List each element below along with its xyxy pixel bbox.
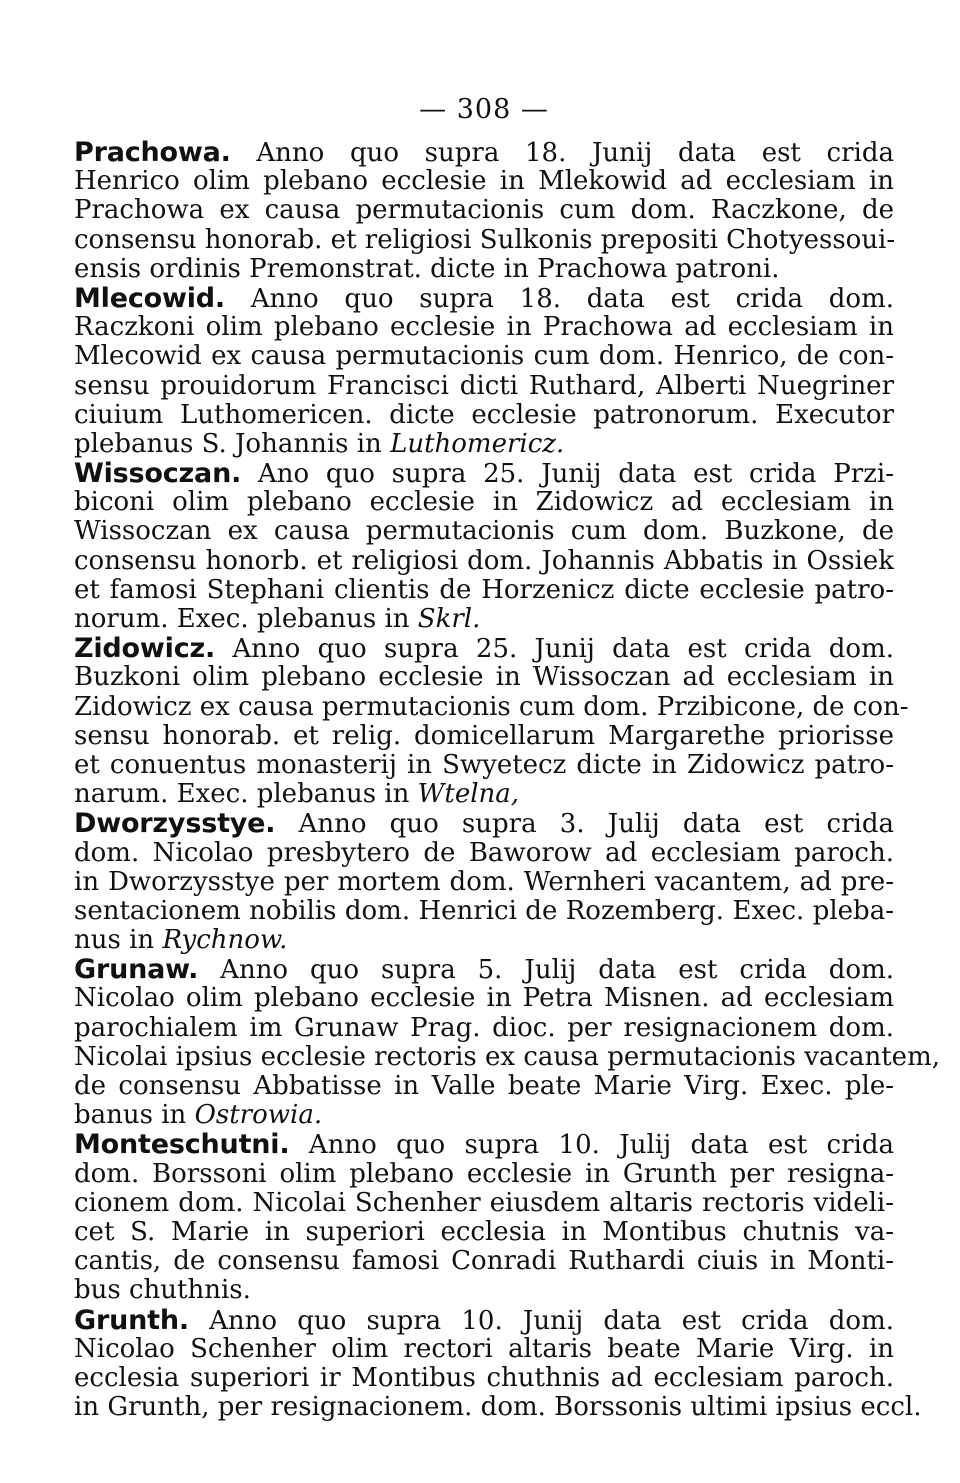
text-line — [74, 1160, 894, 1189]
text-line — [74, 430, 894, 459]
line-text: ciuium Luthomericen. dicte ecclesie patronorum. Executor — [74, 399, 894, 430]
line-text: biconi olim plebano ecclesie in Zidowicz ad ecclesiam in — [74, 487, 894, 518]
text-line — [74, 1335, 894, 1364]
text-line — [74, 722, 894, 751]
italic-place-name: Ostrowia. — [194, 1100, 323, 1131]
text-line — [74, 926, 894, 955]
line-text: sentacionem nobilis dom. Henrici de Rozemberg. Exec. pleba- — [74, 895, 894, 926]
line-text: banus in — [74, 1100, 195, 1131]
line-text: norum. Exec. plebanus in — [74, 604, 418, 634]
entries-container — [74, 137, 940, 1423]
text-line — [74, 1392, 922, 1423]
text-line — [74, 605, 894, 634]
italic-place-name: Rychnow. — [162, 925, 288, 956]
text-line — [74, 459, 894, 488]
line-text: Wissoczan ex causa permutacionis cum dom. Buzkone, de — [74, 516, 894, 547]
text-line — [74, 255, 894, 284]
line-text: consensu honorab. et religiosi Sulkonis prepositi Chotyessoui- — [74, 224, 896, 255]
line-text: Anno quo supra 5. Julij data est crida dom. — [198, 955, 894, 986]
entry — [74, 954, 940, 1131]
line-text: Anno quo supra 3. Julij data est crida — [275, 809, 894, 840]
text-line — [74, 196, 894, 225]
line-text: Zidowicz ex causa permutacionis cum dom. Przibicone, de con- — [74, 691, 909, 722]
document-page — [74, 90, 940, 1423]
entry — [74, 284, 894, 459]
text-line — [74, 897, 894, 926]
line-text: Anno quo supra 10. Junij data est crida dom. — [188, 1305, 894, 1336]
line-text: in Dworzysstye per mortem dom. Wernheri vacantem, ad pre- — [74, 866, 894, 897]
italic-place-name: Wtelna, — [417, 779, 520, 810]
line-text: de consensu Abbatisse in Valle beate Marie Virg. Exec. ple- — [74, 1071, 894, 1101]
line-text: Anno quo supra 18. data est crida dom. — [224, 283, 894, 314]
page-number: — 308 — — [419, 94, 549, 125]
line-text: Mlecowid ex causa permutacionis cum dom. Henrico, de con- — [74, 341, 894, 372]
line-text: Raczkoni olim plebano ecclesie in Prachowa ad ecclesiam in — [74, 312, 894, 343]
line-text: ecclesia superiori ir Montibus chuthnis ad ecclesiam paroch. — [74, 1362, 894, 1393]
entry — [74, 459, 894, 634]
entry-heading: Mlecowid. — [74, 282, 225, 314]
line-text: cet S. Marie in superiori ecclesia in Montibus chutnis va- — [74, 1216, 894, 1247]
text-line — [74, 313, 894, 342]
text-line — [74, 401, 894, 430]
line-text: Prachowa ex causa permutacionis cum dom. Raczkone, de — [74, 195, 894, 226]
line-text: Henrico olim plebano ecclesie in Mlekowid ad ecclesiam in — [74, 166, 894, 197]
text-line — [74, 984, 894, 1013]
text-line — [74, 1014, 894, 1043]
line-text: sensu honorab. et relig. domicellarum Margarethe priorisse — [74, 720, 894, 751]
entry — [74, 1304, 922, 1423]
entry-heading: Dworzysstye. — [74, 808, 276, 840]
line-text: Nicolao olim plebano ecclesie in Petra Misnen. ad ecclesiam — [74, 983, 894, 1014]
text-line — [74, 955, 894, 984]
entry-heading: Zidowicz. — [74, 633, 216, 665]
text-line — [74, 372, 894, 401]
text-line — [74, 284, 894, 313]
text-line — [74, 576, 894, 605]
line-text: Nicolai ipsius ecclesie rectoris ex causa permutacionis vacantem, — [74, 1041, 940, 1072]
line-text: Nicolao Schenher olim rectori altaris beate Marie Virg. in — [74, 1333, 894, 1364]
line-text: in Grunth, per resignacionem. dom. Borssonis ultimi ipsius eccl. — [74, 1392, 922, 1423]
text-line — [74, 1218, 894, 1247]
text-line — [74, 663, 894, 692]
line-text: bus chuthnis. — [74, 1275, 251, 1306]
line-text: et famosi Stephani clientis de Horzenicz dicte ecclesie patro- — [74, 574, 894, 605]
text-line — [74, 488, 894, 517]
line-text: sensu prouidorum Francisci dicti Ruthard, Alberti Nuegriner — [74, 370, 894, 401]
text-line — [74, 751, 894, 780]
text-line — [74, 868, 894, 897]
line-text: Anno quo supra 10. Julij data est crida — [289, 1130, 894, 1161]
line-text: nus in — [74, 925, 163, 956]
text-line — [74, 1276, 894, 1305]
text-line — [74, 1364, 894, 1393]
text-line — [74, 1072, 894, 1101]
line-text: Buzkoni olim plebano ecclesie in Wissoczan ad ecclesiam in — [74, 662, 894, 693]
entry-heading: Monteschutni. — [74, 1129, 290, 1161]
text-line — [74, 1101, 894, 1130]
entry — [74, 1130, 894, 1305]
text-line — [74, 1130, 894, 1159]
entry-heading: Prachowa. — [74, 137, 231, 168]
text-line — [74, 809, 894, 838]
line-text: cantis, de consensu famosi Conradi Ruthardi ciuis in Monti- — [74, 1246, 894, 1277]
text-line — [74, 691, 909, 722]
line-text: ensis ordinis Premonstrat. dicte in Prachowa patroni. — [74, 253, 780, 284]
text-line — [74, 1306, 894, 1335]
entry-heading: Wissoczan. — [74, 458, 242, 490]
text-line — [74, 138, 894, 167]
text-line — [74, 634, 894, 663]
line-text: consensu honorb. et religiosi dom. Johannis Abbatis in Ossiek — [74, 545, 894, 576]
line-text: et conuentus monasterij in Swyetecz dicte in Zidowicz patro- — [74, 749, 894, 780]
line-text: dom. Nicolao presbytero de Baworow ad ecclesiam paroch. — [74, 837, 894, 868]
text-line — [74, 1189, 894, 1218]
line-text: dom. Borssoni olim plebano ecclesie in Grunth per resigna- — [74, 1158, 894, 1189]
text-line — [74, 780, 894, 809]
text-line — [74, 342, 894, 371]
text-line — [74, 226, 894, 255]
line-text: cionem dom. Nicolai Schenher eiusdem altaris rectoris videli- — [74, 1187, 894, 1218]
line-text: narum. Exec. plebanus in — [74, 779, 418, 810]
text-line — [74, 1041, 940, 1072]
text-line — [74, 547, 894, 576]
line-text: parochialem im Grunaw Prag. dioc. per resignacionem dom. — [74, 1012, 894, 1043]
text-line — [74, 1247, 894, 1276]
text-line — [74, 517, 894, 546]
line-text: Anno quo supra 18. Junij data est crida — [230, 138, 894, 168]
entry-heading: Grunth. — [74, 1304, 189, 1336]
entry — [74, 633, 909, 810]
text-line — [74, 839, 894, 868]
entry — [74, 809, 894, 955]
entry — [74, 138, 894, 284]
entry-heading: Grunaw. — [74, 954, 199, 986]
line-text: plebanus S. Johannis in — [74, 428, 391, 459]
italic-place-name: Skrl. — [417, 604, 481, 634]
italic-place-name: Luthomericz. — [390, 428, 565, 459]
line-text: Anno quo supra 25. Junij data est crida dom. — [215, 634, 894, 665]
text-line — [74, 167, 894, 196]
line-text: Ano quo supra 25. Junij data est crida Przi- — [241, 459, 894, 490]
